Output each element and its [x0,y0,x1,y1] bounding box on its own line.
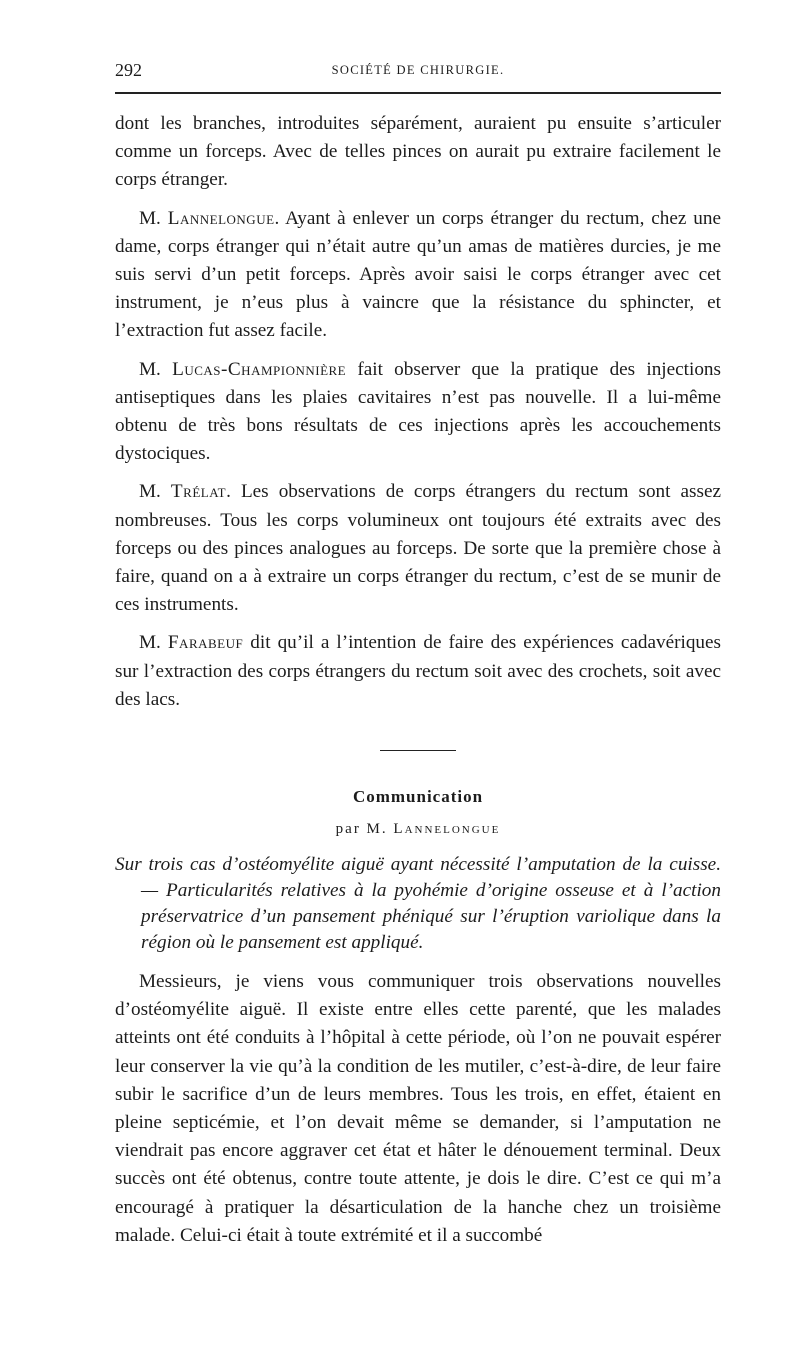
paragraph-trelat [115,478,721,619]
speaker-name: Trélat [170,481,227,503]
paragraph-lucas-championniere [115,356,721,469]
byline-author: Lannelongue [393,821,501,838]
speaker-name: Farabeuf [167,632,244,654]
page [115,60,721,1250]
paragraph-continuation [115,110,721,195]
section-divider [380,750,456,751]
running-title: SOCIÉTÉ DE CHIRURGIE. [331,63,505,77]
speaker-prefix: M. [139,358,173,380]
speaker-prefix: M. [139,481,171,503]
byline-prefix: par M. [335,821,394,838]
header-rule [115,92,721,94]
page-number: 292 [115,60,142,80]
paragraph-text: . Les observations de corps étrangers du rectum sont assez nombreuses. Tous les corps volumineux ont toujours été extraits avec des forceps ou des pinces analogues au forceps. De sorte que la première chose à faire, quand on a à extraire un corps étranger du rectum, c’est de se munir de ces instruments. [115,481,721,616]
paragraph-farabeuf [115,629,721,714]
paragraph-communication-body [115,968,721,1250]
paragraph-text: fait observer que la pratique des injections antiseptiques dans les plaies cavitaires n’est pas nouvelle. Il a lui-même obtenu de très bons résultats de ces injections après les accouchements dystociques. [115,358,721,465]
paragraph-text: . Ayant à enlever un corps étranger du rectum, chez une dame, corps étranger qui n’était autre qu’un amas de matières durcies, je me suis servi d’un petit forceps. Après avoir saisi le corps étranger avec cet instrument, je n’eus plus à vaincre que la résistance du sphincter, et l’extraction fut assez facile. [115,207,722,342]
speaker-name: Lucas-Championnière [172,358,347,380]
paragraph-text: Messieurs, je viens vous communiquer trois observations nouvelles d’ostéomyélite aiguë. Il existe entre elles cette parenté, que les malades atteints ont été conduits à l’hôpital à cette période, où l’on ne pouvait espérer leur conserver la vie qu’à la condition de les mutiler, c’est-à-dire, de leur faire subir le sacrifice d’un de leurs membres. Tous les trois, en effet, étaient en pleine septicémie, et l’on devait même se demander, si l’amputation ne viendrait pas encore aggraver cet état et hâter le dénouement terminal. Deux succès ont été obtenus, contre toute attente, je dois le dire. C’est ce qui m’a encouragé à pratiquer la désarticulation de la hanche chez un troisième malade. Celui-ci était à toute extrémité et il a succombé [115,971,721,1246]
paragraph-text: dit qu’il a l’intention de faire des expériences cadavériques sur l’extraction des corps étrangers du rectum soit avec des crochets, soit avec des lacs. [115,632,721,710]
byline [115,821,721,838]
speaker-prefix: M. [139,207,168,229]
paragraph-text: dont les branches, introduites séparément, auraient pu ensuite s’articuler comme un forceps. Avec de telles pinces on aurait pu extraire facilement le corps étranger. [115,113,721,191]
speaker-prefix: M. [139,632,168,654]
paragraph-lannelongue [115,205,721,346]
speaker-name: Lannelongue [167,207,275,229]
section-title: Communication [352,787,484,807]
page-header [115,60,721,86]
paper-title: Sur trois cas d’ostéomyélite aiguë ayant nécessité l’amputation de la cuisse. — Particularités relatives à la pyohémie d’origine osseuse et à l’action préservatrice d’un pansement phéniqué sur l’éruption variolique dans la région où le pansement est appliqué. [115,854,721,954]
